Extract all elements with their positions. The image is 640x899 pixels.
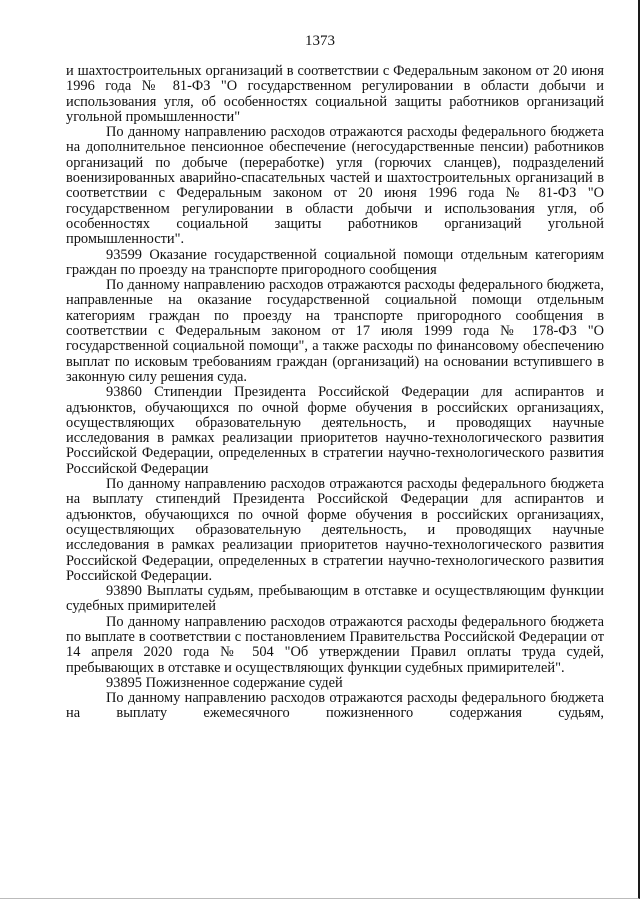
paragraph: По данному направлению расходов отражаются расходы федерального бюджета на выплату ежемесячного пожизненного содержания судьям, xyxy=(66,690,604,722)
paragraph: По данному направлению расходов отражаются расходы федерального бюджета по выплате в соответствии с постановлением Правительства Российской Федерации от 14 апреля 2020 года № 504 "Об утверждении Правил оплаты труда судей, пребывающих в отставке и осуществляющих функции судебных примирителей". xyxy=(66,613,604,676)
section-heading: 93895 Пожизненное содержание судей xyxy=(106,674,343,691)
paragraph: По данному направлению расходов отражаются расходы федерального бюджета на выплату стипендий Президента Российской Федерации для аспирантов и адъюнктов, обучающихся по очной форме обучения в российских организациях, осуществляющих образовательную деятельность, и проводящих научные исследования в рамках реализации приоритетов научно-технологического развития Российской Федерации, определенных в стратегии научно-технологического развития Российской Федерации. xyxy=(66,476,604,584)
paragraph: По данному направлению расходов отражаются расходы федерального бюджета, направленные на оказание государственной социальной помощи отдельным категориям граждан по проезду на транспорте пригородного сообщения в соответствии с Федеральным законом от 17 июля 1999 года № 178-ФЗ "О государственной социальной помощи", а также расходы по финансовому обеспечению выплат по исковым требованиям граждан (организаций) на основании вступившего в законную силу решения суда. xyxy=(66,277,604,385)
section-heading: 93599 Оказание государственной социальной помощи отдельным категориям граждан по проезду на транспорте пригородного сообщения xyxy=(66,246,604,278)
section-heading: 93860 Стипендии Президента Российской Федерации для аспирантов и адъюнктов, обучающихся по очной форме обучения в российских организациях, осуществляющих образовательную деятельность, и проводящих научные исследования в рамках реализации приоритетов научно-технологического развития Российской Федерации, определенных в стратегии научно-технологического развития Российской Федерации xyxy=(66,384,604,477)
page-number: 1373 xyxy=(305,33,335,49)
section-heading: 93890 Выплаты судьям, пребывающим в отставке и осуществляющим функции судебных примирителей xyxy=(66,583,604,615)
paragraph: и шахтостроительных организаций в соответствии с Федеральным законом от 20 июня 1996 года № 81-ФЗ "О государственном регулировании в области добычи и использования угля, об особенностях социальной защиты работников организаций угольной промышленности" xyxy=(66,63,604,125)
paragraph: По данному направлению расходов отражаются расходы федерального бюджета на дополнительное пенсионное обеспечение (негосударственные пенсии) работников организаций по добыче (переработке) угля (горючих сланцев), подразделений военизированных аварийно-спасательных частей и шахтостроительных организаций в соответствии с Федеральным законом от 20 июня 1996 года № 81-ФЗ "О государственном регулировании в области добычи и использования угля, об особенностях социальной защиты работников организаций угольной промышленности". xyxy=(66,124,604,248)
document-body xyxy=(66,64,604,722)
